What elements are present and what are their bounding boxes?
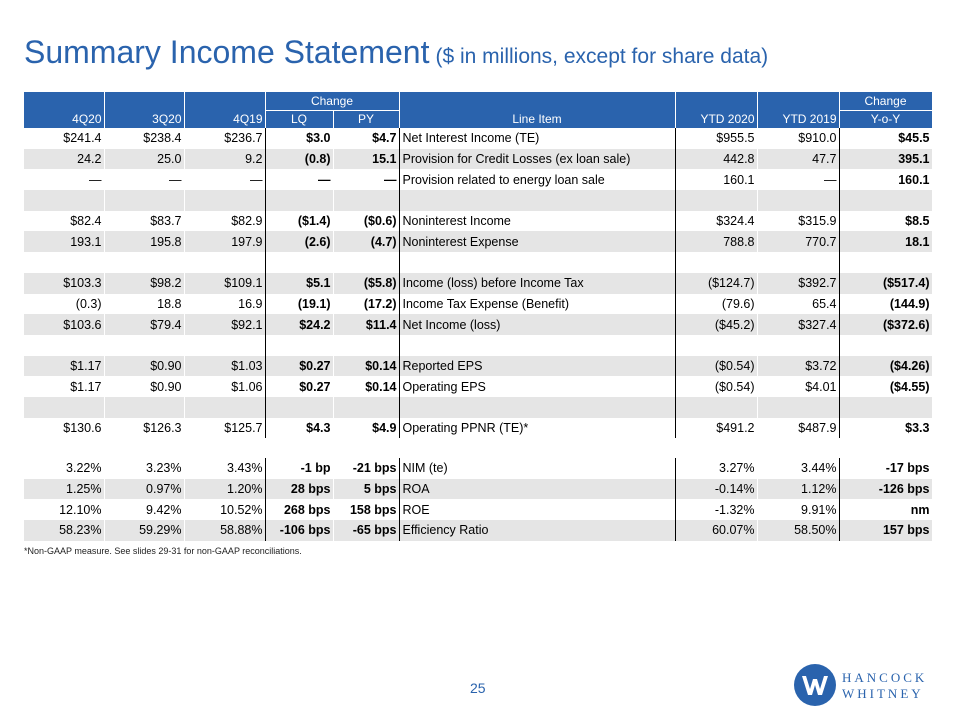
- table-cell: [839, 397, 932, 418]
- line-item-label: Income Tax Expense (Benefit): [399, 294, 675, 315]
- table-cell: 197.9: [184, 231, 265, 252]
- column-header: LQ: [265, 110, 333, 128]
- line-item-label: Net Income (loss): [399, 314, 675, 335]
- table-cell: 1.12%: [757, 479, 839, 500]
- table-cell: 3.23%: [104, 458, 184, 479]
- table-cell: -65 bps: [333, 520, 399, 541]
- company-logo-text: [842, 670, 927, 702]
- table-cell: 58.88%: [184, 520, 265, 541]
- table-row: [24, 335, 932, 356]
- table-cell: [839, 252, 932, 273]
- table-cell: 9.42%: [104, 499, 184, 520]
- table-row: [24, 128, 932, 149]
- table-cell: $324.4: [675, 211, 757, 232]
- table-cell: ($4.26): [839, 356, 932, 377]
- column-header: PY: [333, 110, 399, 128]
- table-cell: -1 bp: [265, 458, 333, 479]
- line-item-label: Efficiency Ratio: [399, 520, 675, 541]
- table-cell: —: [24, 169, 104, 190]
- table-cell: 3.43%: [184, 458, 265, 479]
- ratio-row: [24, 499, 932, 520]
- ratio-row: [24, 458, 932, 479]
- table-cell: 442.8: [675, 149, 757, 170]
- table-cell: 395.1: [839, 149, 932, 170]
- line-item-label: [399, 335, 675, 356]
- table-cell: $126.3: [104, 418, 184, 439]
- table-row: [24, 190, 932, 211]
- table-cell: $4.9: [333, 418, 399, 439]
- table-cell: $0.90: [104, 356, 184, 377]
- table-cell: $0.90: [104, 376, 184, 397]
- table-row: [24, 273, 932, 294]
- table-cell: 18.8: [104, 294, 184, 315]
- table-cell: [184, 397, 265, 418]
- table-cell: -0.14%: [675, 479, 757, 500]
- table-cell: ($0.54): [675, 376, 757, 397]
- table-cell: —: [104, 169, 184, 190]
- table-cell: 268 bps: [265, 499, 333, 520]
- table-cell: [104, 335, 184, 356]
- ratios-table: [24, 458, 933, 541]
- table-cell: $8.5: [839, 211, 932, 232]
- table-cell: 1.20%: [184, 479, 265, 500]
- table-cell: $4.7: [333, 128, 399, 149]
- income-statement-table: [24, 92, 933, 438]
- line-item-label: Net Interest Income (TE): [399, 128, 675, 149]
- table-cell: [104, 397, 184, 418]
- table-cell: 28 bps: [265, 479, 333, 500]
- table-cell: 788.8: [675, 231, 757, 252]
- table-cell: 59.29%: [104, 520, 184, 541]
- header-blank: [399, 92, 675, 110]
- table-cell: ($0.6): [333, 211, 399, 232]
- table-row: [24, 397, 932, 418]
- table-cell: 5 bps: [333, 479, 399, 500]
- table-cell: ($1.4): [265, 211, 333, 232]
- table-cell: ($124.7): [675, 273, 757, 294]
- table-cell: 58.50%: [757, 520, 839, 541]
- hancock-whitney-w-icon: [793, 663, 837, 707]
- table-row: [24, 149, 932, 170]
- table-cell: —: [265, 169, 333, 190]
- table-cell: 3.44%: [757, 458, 839, 479]
- table-cell: ($372.6): [839, 314, 932, 335]
- header-change-left: Change: [265, 92, 399, 110]
- table-cell: 157 bps: [839, 520, 932, 541]
- table-cell: [24, 335, 104, 356]
- title-main: Summary Income Statement: [24, 34, 430, 70]
- table-cell: 47.7: [757, 149, 839, 170]
- table-cell: $491.2: [675, 418, 757, 439]
- table-cell: 24.2: [24, 149, 104, 170]
- table-cell: $5.1: [265, 273, 333, 294]
- table-cell: $315.9: [757, 211, 839, 232]
- column-header: 3Q20: [104, 110, 184, 128]
- line-item-label: [399, 397, 675, 418]
- table-cell: $1.17: [24, 356, 104, 377]
- table-cell: $98.2: [104, 273, 184, 294]
- table-cell: 770.7: [757, 231, 839, 252]
- logo-line-2: WHITNEY: [842, 686, 924, 701]
- table-cell: 0.97%: [104, 479, 184, 500]
- table-cell: $103.3: [24, 273, 104, 294]
- column-header: 4Q20: [24, 110, 104, 128]
- logo-line-1: HANCOCK: [842, 670, 928, 685]
- line-item-label: Provision related to energy loan sale: [399, 169, 675, 190]
- table-cell: $83.7: [104, 211, 184, 232]
- table-row: [24, 418, 932, 439]
- table-cell: [265, 252, 333, 273]
- table-cell: ($4.55): [839, 376, 932, 397]
- table-cell: (0.3): [24, 294, 104, 315]
- page-title: [24, 34, 768, 71]
- header-blank: [104, 92, 184, 110]
- table-cell: 158 bps: [333, 499, 399, 520]
- table-cell: $0.27: [265, 376, 333, 397]
- table-cell: (2.6): [265, 231, 333, 252]
- table-cell: [675, 397, 757, 418]
- table-cell: [104, 190, 184, 211]
- line-item-label: [399, 252, 675, 273]
- line-item-label: Noninterest Income: [399, 211, 675, 232]
- table-cell: -126 bps: [839, 479, 932, 500]
- table-cell: [24, 397, 104, 418]
- table-cell: -17 bps: [839, 458, 932, 479]
- table-cell: 15.1: [333, 149, 399, 170]
- table-cell: [333, 397, 399, 418]
- line-item-label: Operating EPS: [399, 376, 675, 397]
- table-cell: —: [184, 169, 265, 190]
- table-cell: ($517.4): [839, 273, 932, 294]
- line-item-label: Income (loss) before Income Tax: [399, 273, 675, 294]
- income-statement-body: [24, 92, 932, 438]
- table-cell: [333, 252, 399, 273]
- table-cell: $1.06: [184, 376, 265, 397]
- table-cell: (4.7): [333, 231, 399, 252]
- table-cell: $236.7: [184, 128, 265, 149]
- table-cell: $92.1: [184, 314, 265, 335]
- column-header: Line Item: [399, 110, 675, 128]
- table-cell: [757, 397, 839, 418]
- header-blank: [675, 92, 757, 110]
- table-cell: (79.6): [675, 294, 757, 315]
- table-cell: [24, 252, 104, 273]
- table-cell: [184, 335, 265, 356]
- ratios-body: [24, 458, 932, 541]
- table-row: [24, 252, 932, 273]
- table-cell: 160.1: [675, 169, 757, 190]
- ratio-row: [24, 479, 932, 500]
- table-cell: $3.3: [839, 418, 932, 439]
- table-cell: $125.7: [184, 418, 265, 439]
- table-cell: $3.0: [265, 128, 333, 149]
- table-cell: $1.03: [184, 356, 265, 377]
- table-cell: [265, 397, 333, 418]
- table-cell: $24.2: [265, 314, 333, 335]
- table-cell: 60.07%: [675, 520, 757, 541]
- table-cell: -1.32%: [675, 499, 757, 520]
- header-blank: [757, 92, 839, 110]
- table-cell: $238.4: [104, 128, 184, 149]
- table-cell: [184, 252, 265, 273]
- footnote: *Non-GAAP measure. See slides 29-31 for non-GAAP reconciliations.: [24, 546, 302, 556]
- line-item-label: Reported EPS: [399, 356, 675, 377]
- table-cell: $1.17: [24, 376, 104, 397]
- table-cell: $109.1: [184, 273, 265, 294]
- table-cell: $392.7: [757, 273, 839, 294]
- table-cell: 16.9: [184, 294, 265, 315]
- table-cell: $327.4: [757, 314, 839, 335]
- table-cell: (17.2): [333, 294, 399, 315]
- table-cell: nm: [839, 499, 932, 520]
- table-cell: $103.6: [24, 314, 104, 335]
- table-cell: 160.1: [839, 169, 932, 190]
- table-cell: $241.4: [24, 128, 104, 149]
- table-cell: [757, 252, 839, 273]
- table-cell: $130.6: [24, 418, 104, 439]
- title-subtitle: ($ in millions, except for share data): [435, 45, 769, 68]
- table-cell: 1.25%: [24, 479, 104, 500]
- table-cell: 18.1: [839, 231, 932, 252]
- line-item-label: NIM (te): [399, 458, 675, 479]
- line-item-label: Provision for Credit Losses (ex loan sale): [399, 149, 675, 170]
- table-cell: —: [333, 169, 399, 190]
- table-cell: $82.4: [24, 211, 104, 232]
- table-cell: $0.14: [333, 356, 399, 377]
- line-item-label: ROA: [399, 479, 675, 500]
- table-cell: 25.0: [104, 149, 184, 170]
- table-cell: 3.22%: [24, 458, 104, 479]
- table-cell: [184, 190, 265, 211]
- table-cell: (144.9): [839, 294, 932, 315]
- table-cell: 3.27%: [675, 458, 757, 479]
- table-cell: (19.1): [265, 294, 333, 315]
- table-cell: [333, 190, 399, 211]
- table-cell: 12.10%: [24, 499, 104, 520]
- table-cell: $4.3: [265, 418, 333, 439]
- column-header: YTD 2020: [675, 110, 757, 128]
- table-cell: [333, 335, 399, 356]
- table-cell: 9.2: [184, 149, 265, 170]
- table-cell: -21 bps: [333, 458, 399, 479]
- table-cell: [675, 190, 757, 211]
- table-row: [24, 211, 932, 232]
- table-row: [24, 376, 932, 397]
- table-cell: 9.91%: [757, 499, 839, 520]
- table-row: [24, 294, 932, 315]
- table-cell: $11.4: [333, 314, 399, 335]
- table-cell: [757, 335, 839, 356]
- table-cell: $45.5: [839, 128, 932, 149]
- table-cell: $79.4: [104, 314, 184, 335]
- table-cell: [265, 190, 333, 211]
- table-cell: $0.27: [265, 356, 333, 377]
- table-cell: 195.8: [104, 231, 184, 252]
- table-cell: $487.9: [757, 418, 839, 439]
- table-cell: $0.14: [333, 376, 399, 397]
- table-cell: [839, 335, 932, 356]
- table-cell: $910.0: [757, 128, 839, 149]
- line-item-label: Noninterest Expense: [399, 231, 675, 252]
- line-item-label: [399, 190, 675, 211]
- table-row: [24, 314, 932, 335]
- table-cell: $4.01: [757, 376, 839, 397]
- table-cell: 65.4: [757, 294, 839, 315]
- column-header: 4Q19: [184, 110, 265, 128]
- table-cell: —: [757, 169, 839, 190]
- header-row-columns: [24, 110, 932, 128]
- table-cell: 58.23%: [24, 520, 104, 541]
- table-cell: $955.5: [675, 128, 757, 149]
- ratio-row: [24, 520, 932, 541]
- table-cell: [675, 335, 757, 356]
- table-cell: [24, 190, 104, 211]
- table-cell: ($0.54): [675, 356, 757, 377]
- table-cell: -106 bps: [265, 520, 333, 541]
- table-cell: ($5.8): [333, 273, 399, 294]
- table-row: [24, 356, 932, 377]
- header-blank: [184, 92, 265, 110]
- table-cell: $3.72: [757, 356, 839, 377]
- table-cell: ($45.2): [675, 314, 757, 335]
- line-item-label: Operating PPNR (TE)*: [399, 418, 675, 439]
- line-item-label: ROE: [399, 499, 675, 520]
- table-cell: [104, 252, 184, 273]
- table-cell: (0.8): [265, 149, 333, 170]
- header-blank: [24, 92, 104, 110]
- page-number: 25: [470, 680, 486, 696]
- header-change-right: Change: [839, 92, 932, 110]
- table-cell: [265, 335, 333, 356]
- table-cell: [757, 190, 839, 211]
- header-row-change: [24, 92, 932, 110]
- table-cell: 193.1: [24, 231, 104, 252]
- table-cell: [675, 252, 757, 273]
- table-cell: $82.9: [184, 211, 265, 232]
- column-header: YTD 2019: [757, 110, 839, 128]
- table-cell: 10.52%: [184, 499, 265, 520]
- table-row: [24, 169, 932, 190]
- table-cell: [839, 190, 932, 211]
- table-row: [24, 231, 932, 252]
- column-header: Y-o-Y: [839, 110, 932, 128]
